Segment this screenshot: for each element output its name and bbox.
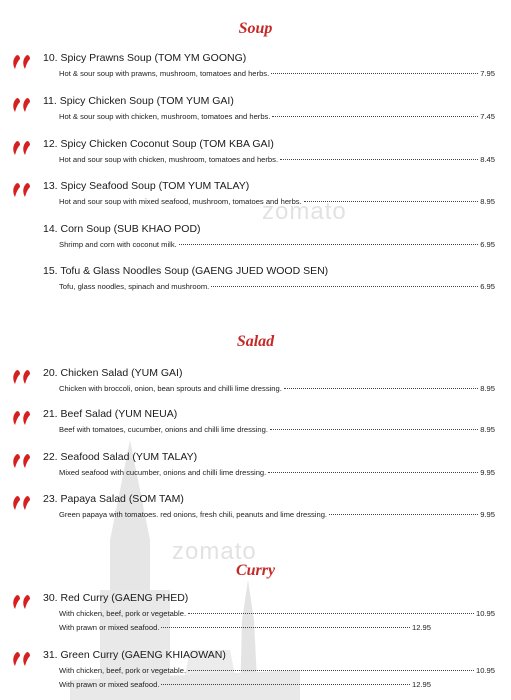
watermark-upper: zomato (262, 198, 347, 225)
dot-leader (268, 472, 478, 473)
menu-item-description-line (59, 425, 495, 437)
menu-item-description-line (59, 609, 495, 621)
dot-leader (271, 73, 478, 74)
menu-item-description-line (59, 112, 495, 124)
menu-item-price: 9.95 (480, 510, 495, 519)
chili-pepper-icon (11, 494, 37, 512)
menu-item-description-line (59, 197, 495, 209)
watermark-lower: zomato (172, 538, 257, 565)
menu-item-name: 20. Chicken Salad (YUM GAI) (43, 367, 183, 379)
menu-item-price: 12.95 (411, 623, 431, 632)
menu-item-description: Beef with tomatoes, cucumber, onions and chilli lime dressing. (59, 425, 268, 434)
dot-leader (161, 684, 410, 685)
menu-item-name: 15. Tofu & Glass Noodles Soup (GAENG JUED WOOD SEN) (43, 265, 329, 277)
menu-item-name: 30. Red Curry (GAENG PHED) (43, 592, 189, 604)
menu-item (0, 592, 511, 636)
menu-item-description-line (59, 240, 495, 252)
menu-item-description: Green papaya with tomatoes. red onions, fresh chili, peanuts and lime dressing. (59, 510, 328, 519)
menu-item-description: With prawn or mixed seafood. (59, 623, 160, 632)
menu-item-price: 6.95 (480, 282, 495, 291)
dot-leader (211, 286, 478, 287)
dot-leader (270, 429, 478, 430)
menu-item-description: Hot & sour soup with prawns, mushroom, tomatoes and herbs. (59, 69, 270, 78)
menu-item-description-line (59, 155, 495, 167)
chili-pepper-icon (11, 96, 37, 114)
menu-item-name: 10. Spicy Prawns Soup (TOM YM GOONG) (43, 52, 247, 64)
chili-pepper-icon (11, 593, 37, 611)
menu-item (0, 649, 511, 693)
menu-item (0, 223, 511, 267)
menu-item-price: 12.95 (411, 680, 431, 689)
menu-item-description: Chicken with broccoli, onion, bean sprouts and chilli lime dressing. (59, 384, 282, 393)
dot-leader (284, 388, 478, 389)
menu-item-name: 12. Spicy Chicken Coconut Soup (TOM KBA GAI) (43, 138, 274, 150)
menu-item (0, 493, 511, 537)
menu-item-description: Hot & sour soup with chicken, mushroom, tomatoes and herbs. (59, 112, 271, 121)
menu-item-description-line (59, 384, 495, 396)
menu-item-price: 8.95 (480, 197, 495, 206)
chili-pepper-icon (11, 368, 37, 386)
menu-item-name: 23. Papaya Salad (SOM TAM) (43, 493, 184, 505)
menu-item-name: 14. Corn Soup (SUB KHAO POD) (43, 223, 201, 235)
menu-item-description: Hot and sour soup with mixed seafood, mushroom, tomatoes and herbs. (59, 197, 302, 206)
menu-item-price: 10.95 (475, 666, 495, 675)
menu-item-price: 8.95 (480, 384, 495, 393)
chili-pepper-icon (11, 53, 37, 71)
menu-item-name: 13. Spicy Seafood Soup (TOM YUM TALAY) (43, 180, 250, 192)
menu-item-description: Shrimp and corn with coconut milk. (59, 240, 177, 249)
menu-item-description: With chicken, beef, pork or vegetable. (59, 609, 187, 618)
menu-item-price: 7.95 (480, 69, 495, 78)
menu-item (0, 138, 511, 182)
dot-leader (272, 116, 478, 117)
menu-item (0, 265, 511, 309)
menu-item-name: 22. Seafood Salad (YUM TALAY) (43, 451, 198, 463)
dot-leader (161, 627, 410, 628)
menu-item-price: 9.95 (480, 468, 495, 477)
menu-item (0, 180, 511, 224)
dot-leader (329, 514, 478, 515)
menu-item-price: 7.45 (480, 112, 495, 121)
menu-item-name: 21. Beef Salad (YUM NEUA) (43, 408, 178, 420)
menu-item-price: 8.45 (480, 155, 495, 164)
menu-item-description: Tofu, glass noodles, spinach and mushroom. (59, 282, 210, 291)
menu-item (0, 95, 511, 139)
menu-item-description: With prawn or mixed seafood. (59, 680, 160, 689)
chili-pepper-icon (11, 409, 37, 427)
dot-leader (179, 244, 478, 245)
section-title-soup: Soup (238, 20, 273, 37)
chili-pepper-icon (11, 139, 37, 157)
menu-item-description: Mixed seafood with cucumber, onions and chilli lime dressing. (59, 468, 267, 477)
dot-leader (280, 159, 478, 160)
menu-item-price: 10.95 (475, 609, 495, 618)
menu-item-description-line (59, 666, 495, 678)
menu-item-description-line (59, 69, 495, 81)
menu-item-description-line (59, 468, 495, 480)
dot-leader (188, 613, 474, 614)
menu-item-description-line (59, 282, 495, 294)
menu-item (0, 408, 511, 452)
menu-item-name: 31. Green Curry (GAENG KHIAOWAN) (43, 649, 226, 661)
chili-pepper-icon (11, 650, 37, 668)
dot-leader (188, 670, 474, 671)
menu-item-price: 8.95 (480, 425, 495, 434)
menu-item (0, 451, 511, 495)
menu-item (0, 367, 511, 411)
menu-item (0, 52, 511, 96)
chili-pepper-icon (11, 452, 37, 470)
menu-item-price: 6.95 (480, 240, 495, 249)
menu-item-name: 11. Spicy Chicken Soup (TOM YUM GAI) (43, 95, 234, 107)
menu-item-description-line (59, 680, 431, 692)
section-title-curry: Curry (235, 562, 276, 579)
menu-item-description-line (59, 510, 495, 522)
chili-pepper-icon (11, 181, 37, 199)
menu-item-description-line (59, 623, 431, 635)
dot-leader (304, 201, 479, 202)
menu-item-description: With chicken, beef, pork or vegetable. (59, 666, 187, 675)
menu-item-description: Hot and sour soup with chicken, mushroom, tomatoes and herbs. (59, 155, 279, 164)
section-title-salad: Salad (236, 333, 275, 350)
